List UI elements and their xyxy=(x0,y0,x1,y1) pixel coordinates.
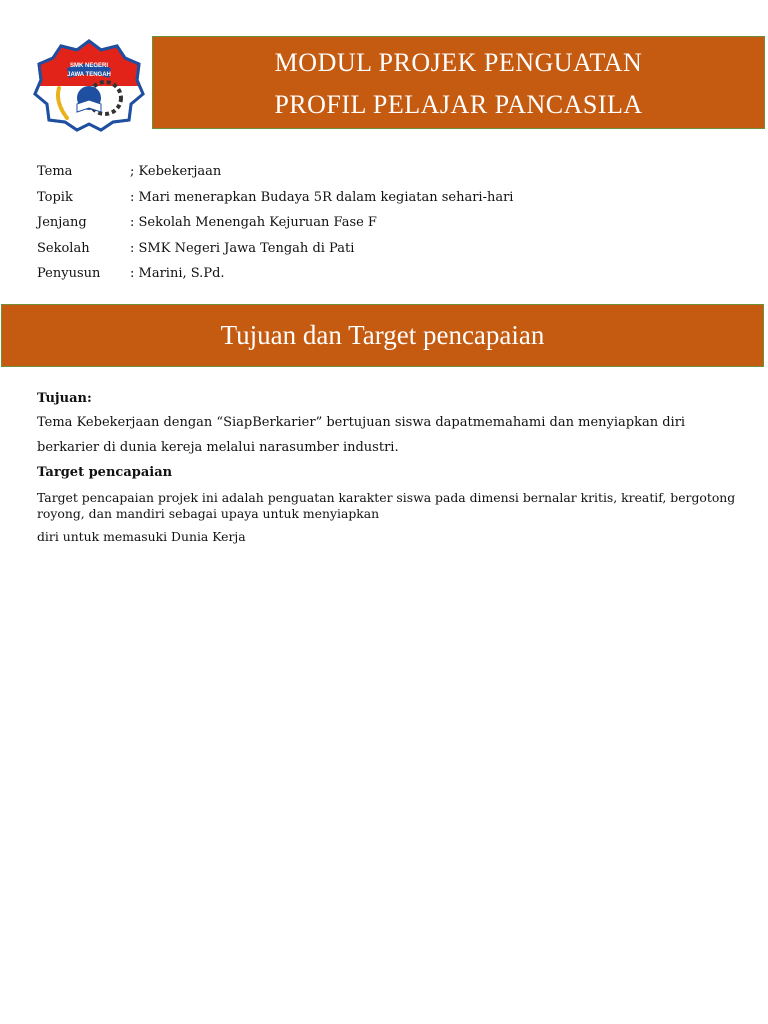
info-value: : Sekolah Menengah Kejuruan Fase F xyxy=(130,215,377,230)
info-row-sekolah xyxy=(37,236,513,262)
school-logo xyxy=(33,38,145,132)
tujuan-heading: Tujuan: xyxy=(37,391,92,406)
target-heading: Target pencapaian xyxy=(37,465,173,480)
info-label: Topik xyxy=(37,189,73,205)
info-label: Penyusun xyxy=(37,266,101,281)
info-row-topik xyxy=(37,185,513,211)
info-label: Tema xyxy=(37,164,73,179)
module-info xyxy=(37,159,513,287)
tujuan-text-line-1: Tema Kebekerjaan dengan “SiapBerkarier” bertujuan siswa dapatmemahami dan menyiapkan diri xyxy=(37,415,686,430)
info-value: : Marini, S.Pd. xyxy=(130,266,225,281)
title-line-2: PROFIL PELAJAR PANCASILA xyxy=(274,90,643,119)
title-banner xyxy=(152,36,765,129)
info-label: Sekolah xyxy=(37,240,90,256)
section-title: Tujuan dan Target pencapaian xyxy=(1,304,764,367)
content-body xyxy=(37,388,757,545)
title-line-1: MODUL PROJEK PENGUATAN xyxy=(274,48,643,77)
info-label: Jenjang xyxy=(37,215,87,230)
target-text-continued: diri untuk memasuki Dunia Kerja xyxy=(37,529,246,544)
info-value: : Mari menerapkan Budaya 5R dalam kegiatan sehari-hari xyxy=(130,189,514,205)
info-row-jenjang xyxy=(37,210,513,236)
info-row-tema xyxy=(37,159,513,185)
logo-text-bottom: JAWA TENGAH xyxy=(67,72,111,78)
info-value: ; Kebekerjaan xyxy=(130,164,222,179)
info-row-penyusun xyxy=(37,261,513,287)
logo-text-top: SMK NEGERI xyxy=(69,63,109,69)
target-text: Target pencapaian projek ini adalah penguatan karakter siswa pada dimensi bernalar kritis, kreatif, bergotong royong, dan mandiri sebagai upaya untuk menyiapkan xyxy=(37,490,736,521)
info-value: : SMK Negeri Jawa Tengah di Pati xyxy=(130,240,355,256)
tujuan-text-line-2: berkarier di dunia kereja melalui narasumber industri. xyxy=(37,440,399,455)
